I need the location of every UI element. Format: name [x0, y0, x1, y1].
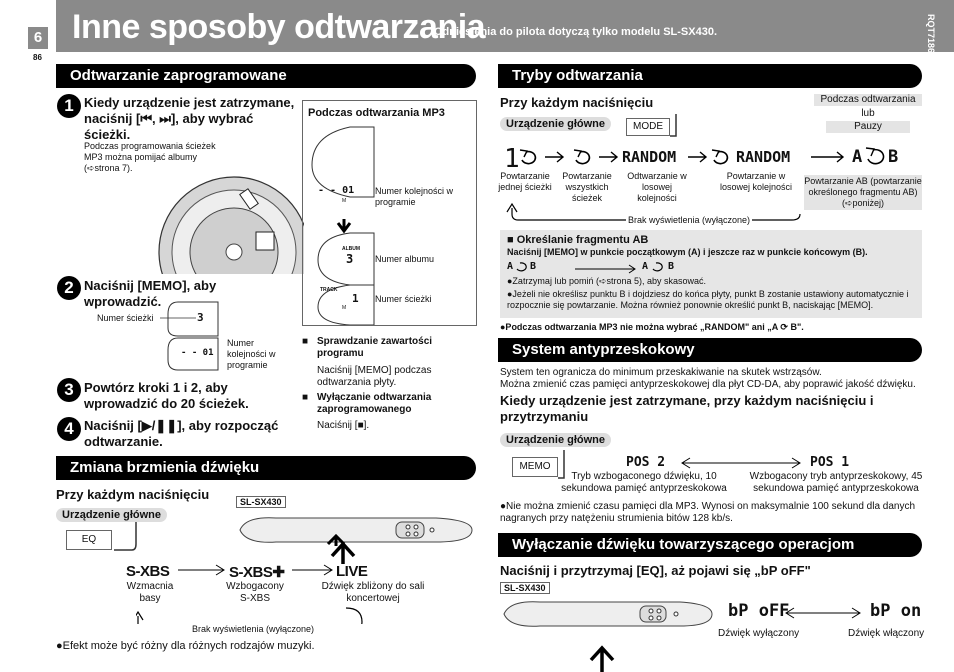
display-shapes [160, 300, 220, 372]
model-code: RQT7186 [926, 14, 936, 54]
pos-2-symbol: POS 2 [626, 455, 666, 470]
page-title: Inne sposoby odtwarzania [72, 8, 486, 46]
mp3-album-label: Numer albumu [375, 254, 435, 264]
sound-mode-live-desc: Dźwięk zbliżony do sali koncertowej [321, 581, 425, 604]
mp3-program-label: Numer kolejności w programie [375, 186, 454, 207]
remote-note: Odniesienia do pilota dotyczą tylko modelu SL-SX430. [434, 26, 718, 38]
step-2-circle: 2 [57, 276, 81, 300]
sound-mode-sxbs-plus-desc: Wzbogacony S-XBS [226, 581, 284, 604]
mode-button[interactable]: MODE [626, 118, 670, 136]
pos-2-desc: Tryb wzbogaconego dźwięku, 10 sekundowa pamięć antyprzeskokowa [561, 471, 727, 494]
device-disc-illustration [144, 170, 304, 276]
double-arrow-icon [680, 456, 804, 470]
play-modes-press-each: Przy każdym naciśnięciu [500, 95, 654, 110]
sound-footnote: ●Efekt może być różny dla różnych rodzajów muzyki. [56, 640, 315, 652]
clear-title: Wyłączanie odtwarzania zaprogramowanego [317, 392, 432, 415]
beep-off-desc: Dźwięk wyłączony [718, 628, 800, 639]
antishock-intro-2: Można zmienić czas pamięci antyprzeskokowej dla płyt CD-DA, aby poprawić jakość dźwięku. [500, 379, 916, 390]
ab-set-a: A [642, 261, 649, 272]
mp3-heading: Podczas odtwarzania MP3 [308, 107, 445, 119]
pos-1-desc: Wzbogacony tryb antyprzeskokowy, 45 sekundowa pamięć antyprzeskokowa [749, 471, 923, 494]
section-programmed-heading: Odtwarzanie zaprogramowane [56, 64, 476, 88]
sound-no-display: Brak wyświetlenia (wyłączone) [136, 624, 370, 635]
repeat-icon [650, 260, 666, 274]
ab-set-b: B [668, 261, 675, 272]
play-modes-no-display: Brak wyświetlenia (wyłączone) [628, 215, 751, 225]
arrow-right-icon [544, 150, 566, 164]
during-playback-label: Podczas odtwarzania [814, 94, 922, 106]
play-modes-device-pill: Urządzenie główne [500, 117, 611, 131]
mp3-mark-2: M [342, 305, 347, 311]
beep-on-desc: Dźwięk włączony [848, 628, 925, 639]
double-arrow-icon [784, 606, 864, 620]
section-sound-heading: Zmiana brzmienia dźwięku [56, 456, 476, 480]
desc-repeat-random: Powtarzanie w losowej kolejności [719, 171, 793, 192]
step-3-circle: 3 [57, 378, 81, 402]
step-1-note: Podczas programowania ścieżek MP3 można pomijać albumy (➪strona 7). [84, 141, 216, 173]
mp3-album-tag: ALBUM [342, 246, 361, 252]
repeat-icon [864, 146, 888, 166]
section-beep-heading: Wyłączanie dźwięku towarzyszącego operacjom [498, 533, 922, 557]
arrow-right-icon [176, 563, 228, 577]
ab-blink-a: A [507, 261, 514, 272]
mp3-album-value: 3 [346, 252, 354, 266]
beep-model-tag: SL-SX430 [500, 582, 550, 594]
pos-1-symbol: POS 1 [810, 455, 850, 470]
sound-press-each: Przy każdym naciśnięciu [56, 487, 210, 502]
sound-mode-sxbs-plus: S-XBS✚ [229, 564, 285, 581]
track-number-label: Numer ścieżki [97, 313, 154, 323]
antishock-intro-1: System ten ogranicza do minimum przeskakiwanie na skutek wstrząsów. [500, 367, 822, 378]
repeat-icon [572, 148, 594, 166]
repeat-icon [514, 260, 530, 274]
step-1-text: Kiedy urządzenie jest zatrzymane, naciśnij [⏮, ⏭], aby wybrać ścieżki. [84, 95, 295, 142]
sound-device-pill: Urządzenie główne [56, 508, 167, 522]
pause-label: Pauzy [826, 121, 910, 133]
arrow-right-icon [687, 150, 709, 164]
arrow-right-icon [810, 150, 846, 164]
arrow-right-icon [574, 264, 638, 274]
section-antishock-heading: System antyprzeskokowy [498, 338, 922, 362]
step-4-text: Naciśnij [▶/❚❚], aby rozpocząć odtwarzanie. [84, 418, 279, 449]
program-number-label: Numer kolejności w programie [227, 338, 276, 370]
clear-bullet: ■ [302, 392, 309, 403]
beep-instruction: Naciśnij i przytrzymaj [EQ], aż pojawi się „bP oFF" [500, 563, 811, 578]
ab-symbol-a: A [852, 147, 863, 167]
check-bullet: ■ [302, 336, 309, 347]
ab-note-1: ●Zatrzymaj lub pomiń (➪strona 5), aby skasować. [507, 276, 707, 286]
play-modes-mp3-note: ●Podczas odtwarzania MP3 nie można wybrać „RANDOM" ani „A ⟳ B". [500, 322, 804, 332]
step-4-circle: 4 [57, 417, 81, 441]
check-title: Sprawdzanie zawartości programu [317, 336, 433, 359]
antishock-instruction: Kiedy urządzenie jest zatrzymane, przy każdym naciśnięciu i przytrzymaniu [500, 393, 874, 424]
mp3-mark-1: M [342, 198, 347, 204]
random-symbol: RANDOM [622, 148, 677, 166]
page-number: 6 [28, 27, 48, 49]
arrow-right-icon [598, 150, 620, 164]
desc-ab-repeat: Powtarzanie AB (powtarzanie określonego fragmentu AB) (➪poniżej) [804, 176, 922, 208]
ab-note-2: ●Jeżeli nie określisz punktu B i dojdziesz do końca płyty, punkt B zostanie ustawiony automatycznie i rozpocznie się powtarzanie. Można również ponownie określić punkt B, naciskając [MEMO]. [507, 289, 909, 310]
ab-instruction: Naciśnij [MEMO] w punkcie początkowym (A) i jeszcze raz w punkcie końcowym (B). [507, 247, 868, 257]
check-text: Naciśnij [MEMO] podczas odtwarzania płyty. [317, 365, 432, 388]
eq-button[interactable]: EQ [66, 530, 112, 550]
section-play-modes-heading: Tryby odtwarzania [498, 64, 922, 88]
step-3-text: Powtórz kroki 1 i 2, aby wprowadzić do 20 ścieżek. [84, 380, 249, 411]
memo-button[interactable]: MEMO [512, 457, 558, 477]
sound-mode-sxbs: S-XBS [126, 563, 170, 580]
repeat-icon [518, 148, 540, 166]
program-number-value: - - 01 [181, 348, 214, 358]
mp3-program-value: - - 01 [318, 185, 355, 196]
beep-off-symbol: bP oFF [728, 601, 790, 621]
desc-repeat-all: Powtarzanie wszystkich ścieżek [562, 171, 612, 203]
mode-button-bracket [670, 112, 680, 138]
desc-random: Odtwarzanie w losowej kolejności [627, 171, 687, 203]
mp3-track-value: 1 [352, 292, 359, 305]
eq-button-bracket [112, 520, 142, 552]
arrow-right-icon [290, 563, 336, 577]
ab-blink-b: B [530, 261, 537, 272]
antishock-mp3-note: ●Nie można zmienić czasu pamięci dla MP3. Wynosi on maksymalnie 100 sekund dla danych nagranych przy natężeniu strumienia bitów 128 kb/s. [500, 501, 916, 524]
step-1-circle: 1 [57, 94, 81, 118]
track-number-value: 3 [197, 311, 204, 324]
clear-text: Naciśnij [■]. [317, 420, 370, 431]
sound-model-tag: SL-SX430 [236, 496, 286, 508]
repeat-random-symbol: RANDOM [736, 148, 791, 166]
ab-title: ■ Określanie fragmentu AB [507, 234, 649, 246]
desc-repeat-one: Powtarzanie jednej ścieżki [498, 171, 552, 192]
sound-mode-live: LIVE [336, 563, 368, 580]
remote-control-illustration [500, 594, 716, 672]
step-2-text: Naciśnij [MEMO], aby wprowadzić. [84, 278, 217, 309]
beep-on-symbol: bP on [870, 601, 922, 621]
repeat-icon [710, 148, 732, 166]
page-number-small: 86 [33, 53, 42, 62]
mp3-display-shapes [310, 125, 380, 325]
mp3-track-label: Numer ścieżki [375, 294, 432, 304]
mp3-track-tag: TRACK [320, 287, 338, 293]
or-label: lub [861, 108, 875, 119]
sound-mode-sxbs-desc: Wzmacnia basy [126, 581, 174, 604]
ab-symbol-b: B [888, 147, 899, 167]
repeat-one-digit: 1 [504, 144, 520, 174]
antishock-device-pill: Urządzenie główne [500, 433, 611, 447]
